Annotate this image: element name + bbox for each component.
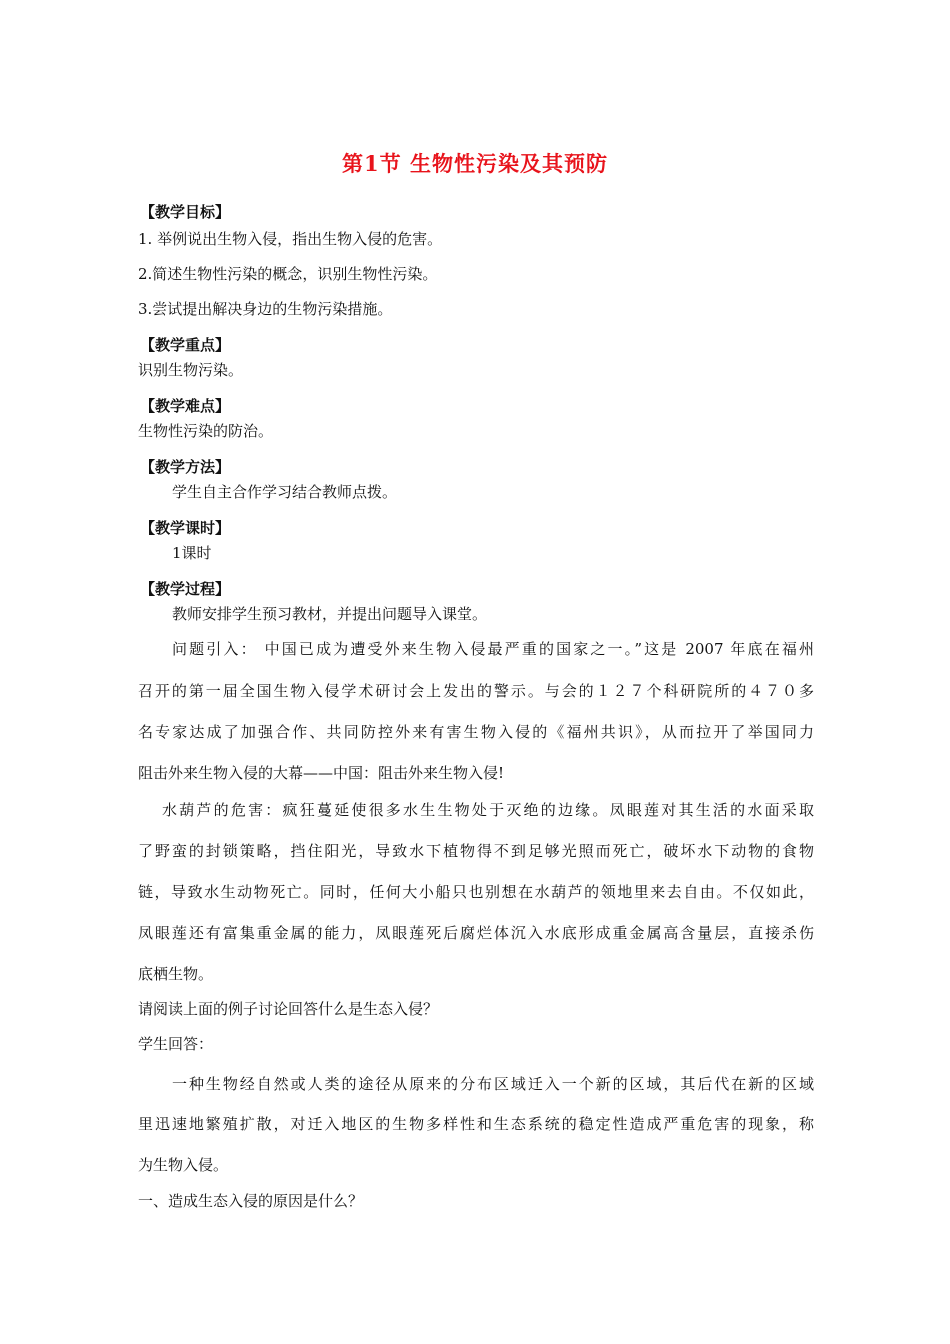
objective-item-1: 1. 举例说出生物入侵，指出生物入侵的危害。: [138, 230, 443, 248]
hyacinth-line-2: 了野蛮的封锁策略，挡住阳光，导致水下植物得不到足够光照而死亡，破坏水下动物的食物: [138, 842, 814, 860]
objectives-heading: 【教学目标】: [140, 203, 231, 221]
key-points-text: 识别生物污染。: [138, 361, 244, 379]
hyacinth-line-5: 底栖生物。: [138, 965, 214, 983]
objective-item-3: 3.尝试提出解决身边的生物污染措施。: [138, 300, 393, 318]
process-heading: 【教学过程】: [140, 580, 231, 598]
hyacinth-line-1: 水葫芦的危害：疯狂蔓延使很多水生生物处于灭绝的边缘。凤眼莲对其生活的水面采取: [162, 801, 814, 819]
methods-heading: 【教学方法】: [140, 458, 231, 476]
key-points-heading: 【教学重点】: [140, 336, 231, 354]
process-intro: 教师安排学生预习教材，并提出问题导入课堂。: [172, 605, 488, 623]
question-line-4: 阻击外来生物入侵的大幕——中国：阻击外来生物入侵!: [138, 764, 505, 782]
question-line-2: 召开的第一届全国生物入侵学术研讨会上发出的警示。与会的１２７个科研院所的４７０多: [138, 682, 814, 700]
section-heading-1: 一、造成生态入侵的原因是什么？: [138, 1192, 364, 1210]
difficulties-text: 生物性污染的防治。: [138, 422, 274, 440]
discussion-prompt: 请阅读上面的例子讨论回答什么是生态入侵？: [138, 1000, 439, 1018]
methods-text: 学生自主合作学习结合教师点拨。: [172, 483, 398, 501]
hyacinth-line-4: 凤眼莲还有富集重金属的能力，凤眼莲死后腐烂体沉入水底形成重金属高含量层，直接杀伤: [138, 924, 814, 942]
hyacinth-line-3: 链，导致水生动物死亡。同时，任何大小船只也别想在水葫芦的领地里来去自由。不仅如此，: [138, 883, 814, 901]
hours-heading: 【教学课时】: [140, 519, 231, 537]
answer-line-2: 里迅速地繁殖扩散，对迁入地区的生物多样性和生态系统的稳定性造成严重危害的现象，称: [138, 1115, 814, 1133]
hours-text: 1课时: [172, 544, 212, 562]
answer-line-3: 为生物入侵。: [138, 1156, 229, 1174]
page-title: 第1节 生物性污染及其预防: [342, 151, 608, 176]
difficulties-heading: 【教学难点】: [140, 397, 231, 415]
objective-item-2: 2.简述生物性污染的概念，识别生物性污染。: [138, 265, 438, 283]
answer-label: 学生回答：: [138, 1035, 214, 1053]
question-line-3: 名专家达成了加强合作、共同防控外来有害生物入侵的《福州共识》，从而拉开了举国同力: [138, 723, 814, 741]
question-line-1: 问题引入： 中国已成为遭受外来生物入侵最严重的国家之一。”这是 2007 年底在福州: [172, 640, 814, 658]
answer-line-1: 一种生物经自然或人类的途径从原来的分布区域迁入一个新的区域，其后代在新的区域: [172, 1075, 814, 1093]
